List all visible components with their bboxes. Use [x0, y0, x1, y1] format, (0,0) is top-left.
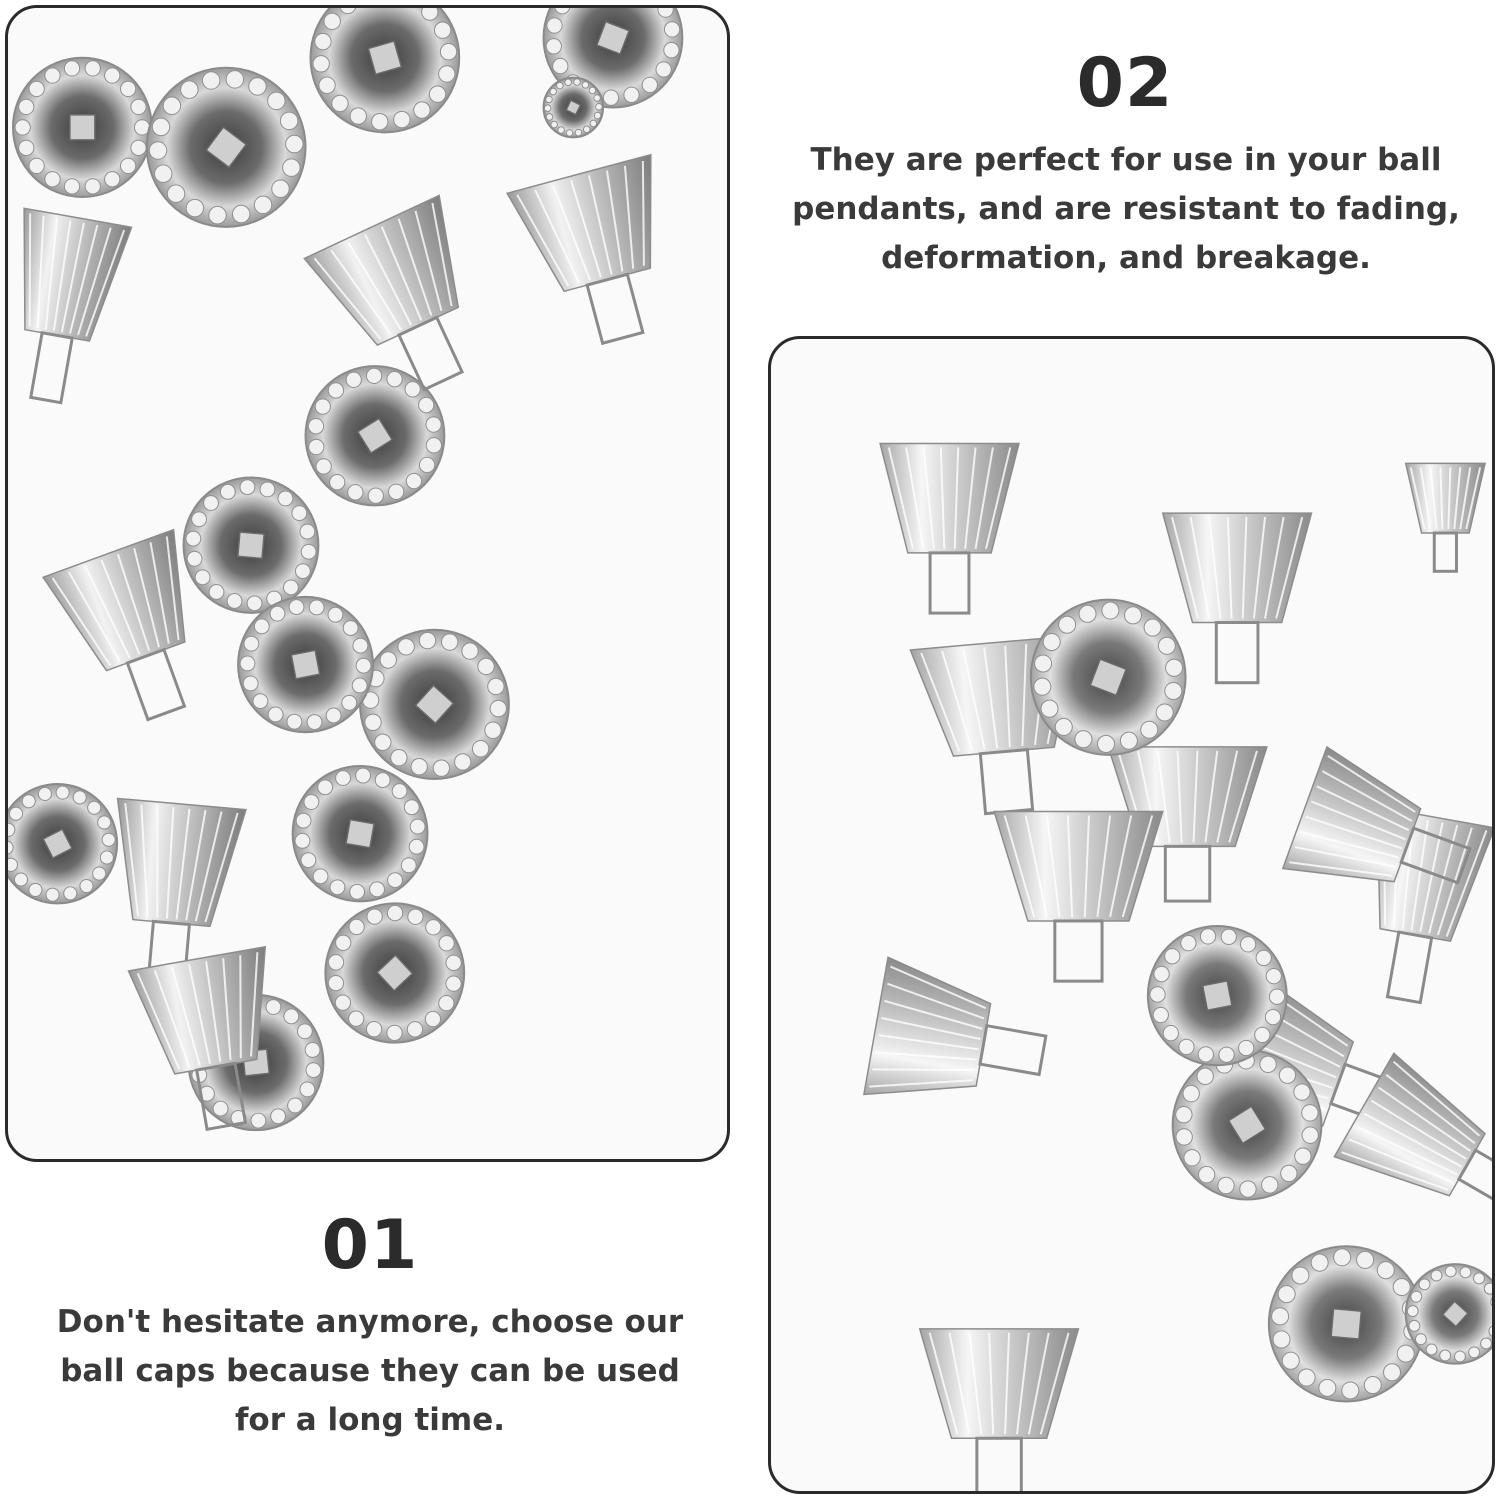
bead-cap-icon [8, 784, 117, 903]
bead-cap-icon [920, 1329, 1079, 1491]
bead-cap-icon [880, 443, 1019, 613]
bead-cap-icon [994, 812, 1163, 982]
bead-cap-icon [310, 8, 459, 132]
bead-cap-icon [544, 78, 604, 138]
bead-cap-icon [1269, 1246, 1424, 1401]
step-number-01: 01 [321, 1206, 419, 1285]
bead-cap-icon [1334, 1053, 1492, 1249]
bead-cap-icon [1031, 600, 1186, 755]
bead-cap-icon [1163, 513, 1312, 683]
step-number-02: 02 [1076, 44, 1174, 123]
product-photo-2 [768, 336, 1495, 1494]
bead-cap-icon [1406, 463, 1485, 571]
bead-cap-icon [13, 58, 152, 197]
bead-cap-icon [147, 68, 306, 227]
ball-caps-photo-2 [771, 339, 1492, 1491]
bead-cap-icon [864, 957, 1055, 1124]
bead-cap-icon [238, 597, 373, 732]
bead-cap-icon [325, 903, 464, 1042]
bead-cap-icon [8, 208, 132, 409]
bead-cap-icon [360, 630, 509, 779]
bead-cap-icon [1148, 926, 1287, 1065]
product-photo-1 [5, 5, 730, 1162]
step-caption-02: They are perfect for use in your ball pendants, and are resistant to fading, deformation, and breakage. [792, 142, 1460, 276]
step-caption-01: Don't hesitate anymore, choose our ball caps because they can be used for a long time. [56, 1304, 684, 1438]
bead-cap-icon [293, 766, 428, 901]
bead-cap-icon [1173, 1050, 1322, 1199]
bead-cap-icon [507, 155, 694, 357]
bead-cap-icon [1406, 1264, 1492, 1363]
bead-cap-icon [184, 478, 319, 613]
ball-caps-photo-1 [8, 8, 727, 1159]
